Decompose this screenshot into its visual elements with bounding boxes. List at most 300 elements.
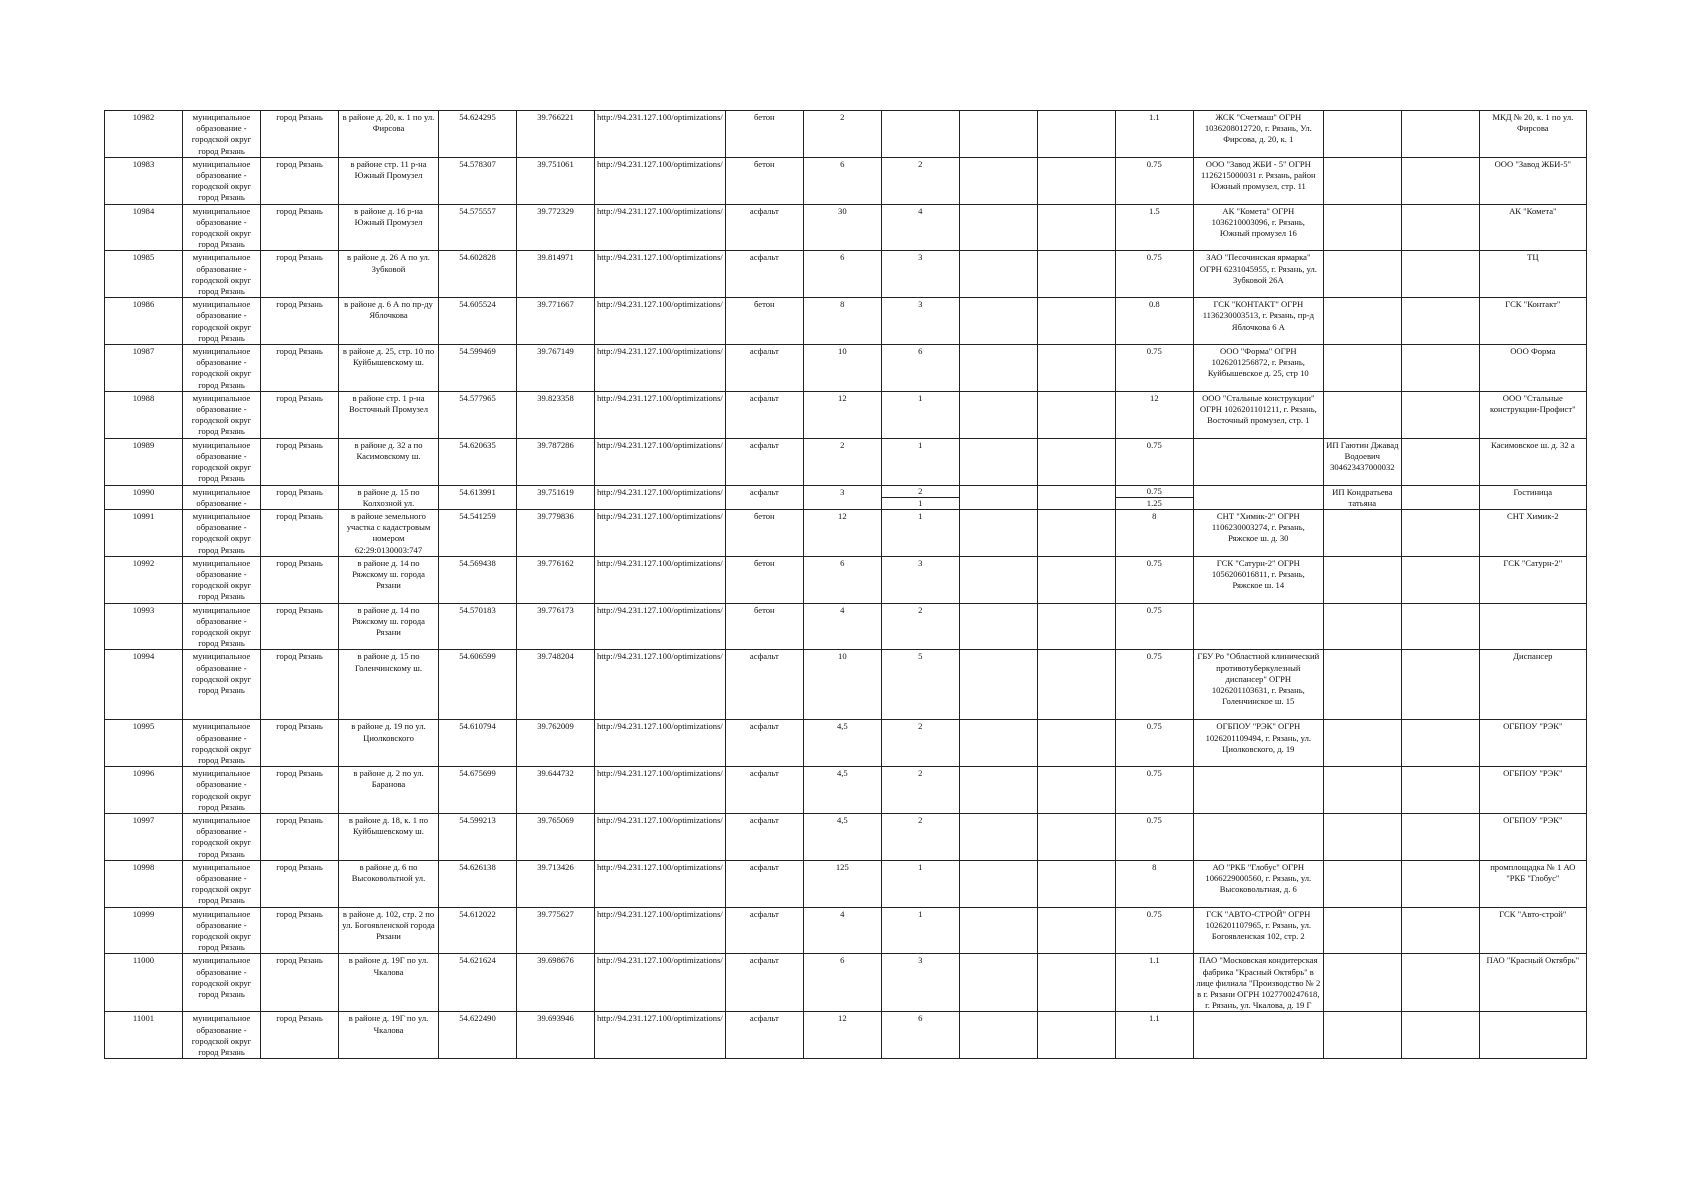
- cell-owner: ГСК "КОНТАКТ" ОГРН 1136230003513, г. Рязань, пр-д Яблочкова 6 А: [1193, 298, 1323, 345]
- cell-column-16: [1401, 298, 1479, 345]
- cell-city: город Рязань: [261, 1012, 339, 1059]
- cell-entrepreneur: [1323, 111, 1401, 158]
- cell-address: в районе земельного участка с кадастровым номером 62:29:0130003:747: [339, 509, 439, 556]
- cell-map-link: http://94.231.127.100/optimizations/: [595, 650, 726, 720]
- cell-container-count: 3: [881, 298, 959, 345]
- cell-record-id: 10996: [105, 767, 183, 814]
- cell-column-11: [959, 111, 1037, 158]
- cell-address: в районе д. 25, стр. 10 по Куйбышевскому ш.: [339, 345, 439, 392]
- cell-waste-source: ООО "Завод ЖБИ-5": [1479, 157, 1586, 204]
- cell-surface: асфальт: [725, 345, 803, 392]
- cell-column-12: [1037, 767, 1115, 814]
- cell-entrepreneur: [1323, 603, 1401, 650]
- cell-area: 12: [803, 1012, 881, 1059]
- cell-entrepreneur: ИП Кондратьева татьяна: [1323, 485, 1401, 509]
- cell-record-id: 10994: [105, 650, 183, 720]
- cell-container-volume: 0.75: [1115, 720, 1193, 767]
- cell-surface: асфальт: [725, 813, 803, 860]
- cell-column-16: [1401, 438, 1479, 485]
- cell-latitude: 54.675699: [439, 767, 517, 814]
- cell-container-volume: 1.1: [1115, 111, 1193, 158]
- cell-column-12: [1037, 603, 1115, 650]
- cell-container-count: 2: [881, 603, 959, 650]
- cell-column-12: [1037, 954, 1115, 1012]
- cell-entrepreneur: [1323, 813, 1401, 860]
- cell-surface: асфальт: [725, 767, 803, 814]
- cell-column-16: [1401, 111, 1479, 158]
- cell-column-12: [1037, 111, 1115, 158]
- cell-record-id: 10983: [105, 157, 183, 204]
- cell-column-12: [1037, 157, 1115, 204]
- cell-surface: бетон: [725, 111, 803, 158]
- cell-entrepreneur: [1323, 251, 1401, 298]
- cell-column-12: [1037, 298, 1115, 345]
- cell-city: город Рязань: [261, 345, 339, 392]
- cell-municipality: муниципальное образование -: [183, 485, 261, 509]
- cell-municipality: муниципальное образование - городской округ город Рязань: [183, 1012, 261, 1059]
- cell-container-count: 1: [881, 438, 959, 485]
- cell-address: в районе д. 16 р-на Южный Промузел: [339, 204, 439, 251]
- cell-latitude: 54.620635: [439, 438, 517, 485]
- cell-address: в районе д. 15 по Голенчинскому ш.: [339, 650, 439, 720]
- cell-area: 10: [803, 345, 881, 392]
- cell-longitude: 39.748204: [517, 650, 595, 720]
- cell-city: город Рязань: [261, 907, 339, 954]
- cell-city: город Рязань: [261, 157, 339, 204]
- cell-address: в районе д. 19Г по ул. Чкалова: [339, 954, 439, 1012]
- cell-waste-source: АК "Комета": [1479, 204, 1586, 251]
- cell-map-link: http://94.231.127.100/optimizations/: [595, 345, 726, 392]
- cell-latitude: 54.577965: [439, 391, 517, 438]
- cell-municipality: муниципальное образование - городской округ город Рязань: [183, 813, 261, 860]
- cell-container-count: 4: [881, 204, 959, 251]
- cell-address: в районе д. 18, к. 1 по Куйбышевскому ш.: [339, 813, 439, 860]
- cell-longitude: 39.751061: [517, 157, 595, 204]
- cell-column-16: [1401, 907, 1479, 954]
- cell-waste-source: СНТ Химик-2: [1479, 509, 1586, 556]
- cell-owner: [1193, 603, 1323, 650]
- cell-record-id: 10995: [105, 720, 183, 767]
- cell-longitude: 39.772329: [517, 204, 595, 251]
- cell-column-12: [1037, 813, 1115, 860]
- cell-map-link: http://94.231.127.100/optimizations/: [595, 720, 726, 767]
- cell-city: город Рязань: [261, 767, 339, 814]
- cell-column-12: [1037, 907, 1115, 954]
- cell-longitude: 39.644732: [517, 767, 595, 814]
- cell-entrepreneur: [1323, 907, 1401, 954]
- cell-address: в районе д. 19 по ул. Циолковского: [339, 720, 439, 767]
- cell-map-link: http://94.231.127.100/optimizations/: [595, 391, 726, 438]
- cell-latitude: 54.541259: [439, 509, 517, 556]
- cell-address: в районе д. 26 А по ул. Зубковой: [339, 251, 439, 298]
- cell-owner: ГБУ Ро "Областной клинический противотуберкулезный диспансер" ОГРН 1026201103631, г. Рязань, Голенчинское ш. 15: [1193, 650, 1323, 720]
- cell-area: 2: [803, 111, 881, 158]
- cell-column-16: [1401, 204, 1479, 251]
- cell-record-id: 10991: [105, 509, 183, 556]
- cell-waste-source: ГСК "Контакт": [1479, 298, 1586, 345]
- cell-container-count-part: 1: [918, 497, 923, 508]
- registry-table: [104, 110, 1587, 1059]
- table-row: [105, 298, 1587, 345]
- cell-map-link: http://94.231.127.100/optimizations/: [595, 1012, 726, 1059]
- cell-waste-source: ООО Форма: [1479, 345, 1586, 392]
- cell-column-16: [1401, 720, 1479, 767]
- cell-container-count: 5: [881, 650, 959, 720]
- cell-owner: [1193, 485, 1323, 509]
- cell-container-count: 2: [881, 767, 959, 814]
- cell-longitude: 39.776162: [517, 556, 595, 603]
- cell-entrepreneur: [1323, 509, 1401, 556]
- cell-column-12: [1037, 650, 1115, 720]
- table-row: [105, 251, 1587, 298]
- cell-municipality: муниципальное образование - городской округ город Рязань: [183, 111, 261, 158]
- cell-city: город Рязань: [261, 603, 339, 650]
- table-row: [105, 813, 1587, 860]
- cell-latitude: 54.622490: [439, 1012, 517, 1059]
- cell-record-id: 10984: [105, 204, 183, 251]
- cell-municipality: муниципальное образование - городской округ город Рязань: [183, 767, 261, 814]
- cell-area: 30: [803, 204, 881, 251]
- cell-area: 12: [803, 391, 881, 438]
- cell-container-volume: 0.75: [1115, 438, 1193, 485]
- cell-city: город Рязань: [261, 298, 339, 345]
- cell-map-link: http://94.231.127.100/optimizations/: [595, 603, 726, 650]
- cell-column-16: [1401, 650, 1479, 720]
- cell-area: 6: [803, 954, 881, 1012]
- cell-address: в районе д. 14 по Ряжскому ш. города Рязани: [339, 603, 439, 650]
- cell-waste-source: МКД № 20, к. 1 по ул. Фирсова: [1479, 111, 1586, 158]
- cell-owner: ООО "Стальные конструкции" ОГРН 1026201101211, г. Рязань, Восточный промузел, стр. 1: [1193, 391, 1323, 438]
- cell-latitude: 54.621624: [439, 954, 517, 1012]
- cell-column-16: [1401, 509, 1479, 556]
- cell-surface: асфальт: [725, 860, 803, 907]
- cell-area: 4,5: [803, 720, 881, 767]
- cell-column-11: [959, 860, 1037, 907]
- cell-waste-source: ОГБПОУ "РЭК": [1479, 813, 1586, 860]
- cell-map-link: http://94.231.127.100/optimizations/: [595, 485, 726, 509]
- cell-latitude: 54.610794: [439, 720, 517, 767]
- cell-municipality: муниципальное образование - городской округ город Рязань: [183, 556, 261, 603]
- cell-city: город Рязань: [261, 391, 339, 438]
- cell-column-12: [1037, 391, 1115, 438]
- cell-city: город Рязань: [261, 204, 339, 251]
- cell-longitude: 39.751619: [517, 485, 595, 509]
- cell-container-volume-part: 0.75: [1116, 486, 1193, 498]
- cell-column-11: [959, 251, 1037, 298]
- cell-container-count: 6: [881, 345, 959, 392]
- cell-container-volume: 1.5: [1115, 204, 1193, 251]
- cell-column-12: [1037, 251, 1115, 298]
- table-row: [105, 556, 1587, 603]
- cell-latitude: 54.605524: [439, 298, 517, 345]
- cell-surface: асфальт: [725, 1012, 803, 1059]
- cell-map-link: http://94.231.127.100/optimizations/: [595, 111, 726, 158]
- table-row: [105, 111, 1587, 158]
- cell-column-12: [1037, 1012, 1115, 1059]
- cell-latitude: 54.599469: [439, 345, 517, 392]
- cell-owner: ЖСК "Счетмаш" ОГРН 1036208012720, г. Рязань, Ул. Фирсова, д. 20, к. 1: [1193, 111, 1323, 158]
- cell-owner: [1193, 813, 1323, 860]
- cell-record-id: 10982: [105, 111, 183, 158]
- cell-column-11: [959, 157, 1037, 204]
- table-row: [105, 345, 1587, 392]
- cell-record-id: 10992: [105, 556, 183, 603]
- cell-surface: асфальт: [725, 391, 803, 438]
- cell-column-11: [959, 298, 1037, 345]
- cell-latitude: 54.612022: [439, 907, 517, 954]
- cell-surface: бетон: [725, 157, 803, 204]
- cell-owner: ПАО "Московская кондитерская фабрика "Красный Октябрь" в лице филиала "Производство № 2 в г. Рязани ОГРН 1027700247618, г. Рязань, ул. Чкалова, д. 19 Г: [1193, 954, 1323, 1012]
- cell-map-link: http://94.231.127.100/optimizations/: [595, 298, 726, 345]
- cell-entrepreneur: [1323, 556, 1401, 603]
- cell-container-volume-part: 1.25: [1146, 497, 1162, 508]
- cell-longitude: 39.787286: [517, 438, 595, 485]
- cell-column-12: [1037, 345, 1115, 392]
- cell-area: 6: [803, 556, 881, 603]
- cell-area: 2: [803, 438, 881, 485]
- cell-container-count: 2: [881, 720, 959, 767]
- cell-entrepreneur: [1323, 767, 1401, 814]
- cell-address: в районе д. 2 по ул. Баранова: [339, 767, 439, 814]
- cell-address: в районе д. 14 по Ряжскому ш. города Рязани: [339, 556, 439, 603]
- cell-entrepreneur: [1323, 157, 1401, 204]
- cell-column-11: [959, 813, 1037, 860]
- cell-surface: асфальт: [725, 485, 803, 509]
- cell-waste-source: [1479, 603, 1586, 650]
- table-row: [105, 1012, 1587, 1059]
- cell-municipality: муниципальное образование - городской округ город Рязань: [183, 157, 261, 204]
- cell-column-12: [1037, 438, 1115, 485]
- cell-city: город Рязань: [261, 556, 339, 603]
- table-row: [105, 204, 1587, 251]
- cell-record-id: 10985: [105, 251, 183, 298]
- cell-map-link: http://94.231.127.100/optimizations/: [595, 157, 726, 204]
- table-row: [105, 650, 1587, 720]
- cell-record-id: 10993: [105, 603, 183, 650]
- cell-container-volume: 0.75: [1115, 603, 1193, 650]
- cell-column-11: [959, 720, 1037, 767]
- cell-waste-source: [1479, 1012, 1586, 1059]
- cell-waste-source: ОГБПОУ "РЭК": [1479, 720, 1586, 767]
- cell-owner: ЗАО "Песочинская ярмарка" ОГРН 6231045955, г. Рязань, ул. Зубковой 26А: [1193, 251, 1323, 298]
- cell-column-12: [1037, 720, 1115, 767]
- table-row: [105, 720, 1587, 767]
- cell-column-16: [1401, 157, 1479, 204]
- cell-municipality: муниципальное образование - городской округ город Рязань: [183, 204, 261, 251]
- cell-area: 12: [803, 509, 881, 556]
- cell-area: 4: [803, 603, 881, 650]
- cell-address: в районе д. 20, к. 1 по ул. Фирсова: [339, 111, 439, 158]
- cell-container-volume: 0.75: [1115, 345, 1193, 392]
- cell-latitude: 54.602828: [439, 251, 517, 298]
- cell-longitude: 39.765069: [517, 813, 595, 860]
- cell-entrepreneur: [1323, 298, 1401, 345]
- cell-city: город Рязань: [261, 813, 339, 860]
- cell-surface: асфальт: [725, 907, 803, 954]
- cell-municipality: муниципальное образование - городской округ город Рязань: [183, 907, 261, 954]
- cell-column-16: [1401, 767, 1479, 814]
- cell-municipality: муниципальное образование - городской округ город Рязань: [183, 509, 261, 556]
- cell-city: город Рязань: [261, 650, 339, 720]
- cell-latitude: 54.575557: [439, 204, 517, 251]
- cell-owner: [1193, 767, 1323, 814]
- table-row: [105, 860, 1587, 907]
- cell-column-12: [1037, 204, 1115, 251]
- cell-record-id: 11000: [105, 954, 183, 1012]
- cell-surface: бетон: [725, 298, 803, 345]
- cell-entrepreneur: [1323, 1012, 1401, 1059]
- cell-longitude: 39.775627: [517, 907, 595, 954]
- cell-container-count: 1: [881, 509, 959, 556]
- cell-container-count: 1: [881, 860, 959, 907]
- cell-map-link: http://94.231.127.100/optimizations/: [595, 509, 726, 556]
- cell-municipality: муниципальное образование - городской округ город Рязань: [183, 720, 261, 767]
- cell-longitude: 39.814971: [517, 251, 595, 298]
- cell-latitude: 54.606599: [439, 650, 517, 720]
- cell-column-16: [1401, 485, 1479, 509]
- cell-address: в районе д. 102, стр. 2 по ул. Богоявленской города Рязани: [339, 907, 439, 954]
- cell-municipality: муниципальное образование - городской округ город Рязань: [183, 391, 261, 438]
- cell-container-count: 3: [881, 954, 959, 1012]
- cell-container-volume: 0.75: [1115, 767, 1193, 814]
- cell-container-volume: [1115, 485, 1193, 509]
- cell-container-volume: 1.1: [1115, 1012, 1193, 1059]
- cell-entrepreneur: [1323, 720, 1401, 767]
- cell-column-16: [1401, 813, 1479, 860]
- table-row: [105, 954, 1587, 1012]
- cell-record-id: 10998: [105, 860, 183, 907]
- cell-surface: асфальт: [725, 204, 803, 251]
- cell-column-12: [1037, 860, 1115, 907]
- cell-column-11: [959, 438, 1037, 485]
- cell-container-volume: 0.75: [1115, 157, 1193, 204]
- cell-area: 6: [803, 251, 881, 298]
- cell-city: город Рязань: [261, 485, 339, 509]
- cell-entrepreneur: [1323, 954, 1401, 1012]
- cell-area: 4: [803, 907, 881, 954]
- cell-municipality: муниципальное образование - городской округ город Рязань: [183, 298, 261, 345]
- cell-waste-source: промплощадка № 1 АО "РКБ "Глобус": [1479, 860, 1586, 907]
- cell-record-id: 10986: [105, 298, 183, 345]
- cell-container-count: 3: [881, 251, 959, 298]
- cell-container-count: 3: [881, 556, 959, 603]
- cell-container-volume: 0.75: [1115, 650, 1193, 720]
- cell-area: 4,5: [803, 767, 881, 814]
- cell-waste-source: ТЦ: [1479, 251, 1586, 298]
- cell-longitude: 39.766221: [517, 111, 595, 158]
- cell-owner: ГСК "Сатурн-2" ОГРН 1056206016811, г. Рязань, Ряжское ш. 14: [1193, 556, 1323, 603]
- cell-entrepreneur: [1323, 204, 1401, 251]
- cell-column-16: [1401, 603, 1479, 650]
- cell-entrepreneur: [1323, 391, 1401, 438]
- cell-area: 6: [803, 157, 881, 204]
- table-row: [105, 767, 1587, 814]
- cell-column-12: [1037, 556, 1115, 603]
- table-row: [105, 485, 1587, 509]
- cell-container-count: 2: [881, 813, 959, 860]
- cell-column-16: [1401, 954, 1479, 1012]
- cell-latitude: 54.599213: [439, 813, 517, 860]
- cell-map-link: http://94.231.127.100/optimizations/: [595, 860, 726, 907]
- cell-surface: асфальт: [725, 438, 803, 485]
- cell-owner: ОГБПОУ "РЭК" ОГРН 1026201109494, г. Рязань, ул. Циолковского, д. 19: [1193, 720, 1323, 767]
- table-row: [105, 391, 1587, 438]
- cell-latitude: 54.626138: [439, 860, 517, 907]
- cell-entrepreneur: [1323, 345, 1401, 392]
- cell-column-16: [1401, 556, 1479, 603]
- cell-waste-source: ГСК "Авто-строй": [1479, 907, 1586, 954]
- cell-waste-source: ПАО "Красный Октябрь": [1479, 954, 1586, 1012]
- cell-entrepreneur: ИП Гаютин Джавад Водоевич 304623437000032: [1323, 438, 1401, 485]
- cell-column-11: [959, 767, 1037, 814]
- cell-waste-source: Касимовское ш. д. 32 а: [1479, 438, 1586, 485]
- cell-municipality: муниципальное образование - городской округ город Рязань: [183, 251, 261, 298]
- cell-column-12: [1037, 485, 1115, 509]
- cell-container-volume: 1.1: [1115, 954, 1193, 1012]
- cell-column-11: [959, 204, 1037, 251]
- cell-container-count-part: 2: [882, 486, 959, 498]
- cell-municipality: муниципальное образование - городской округ город Рязань: [183, 438, 261, 485]
- cell-address: в районе д. 32 а по Касимовскому ш.: [339, 438, 439, 485]
- cell-address: в районе д. 6 А по пр-ду Яблочкова: [339, 298, 439, 345]
- cell-waste-source: Гостиница: [1479, 485, 1586, 509]
- cell-address: в районе д. 6 по Высоковольтной ул.: [339, 860, 439, 907]
- cell-column-11: [959, 603, 1037, 650]
- cell-area: 8: [803, 298, 881, 345]
- table-row: [105, 438, 1587, 485]
- cell-column-16: [1401, 391, 1479, 438]
- cell-waste-source: Диспансер: [1479, 650, 1586, 720]
- cell-latitude: 54.578307: [439, 157, 517, 204]
- cell-container-volume: 8: [1115, 860, 1193, 907]
- cell-map-link: http://94.231.127.100/optimizations/: [595, 767, 726, 814]
- cell-owner: АК "Комета" ОГРН 1036210003096, г. Рязань, Южный промузел 16: [1193, 204, 1323, 251]
- cell-city: город Рязань: [261, 720, 339, 767]
- cell-address: в районе д. 15 по Колхозной ул.: [339, 485, 439, 509]
- cell-map-link: http://94.231.127.100/optimizations/: [595, 438, 726, 485]
- cell-owner: АО "РКБ "Глобус" ОГРН 1066229000560, г. Рязань, ул. Высоковольтная, д. 6: [1193, 860, 1323, 907]
- cell-entrepreneur: [1323, 860, 1401, 907]
- cell-column-11: [959, 391, 1037, 438]
- cell-longitude: 39.693946: [517, 1012, 595, 1059]
- cell-latitude: 54.569438: [439, 556, 517, 603]
- cell-surface: асфальт: [725, 954, 803, 1012]
- cell-column-11: [959, 556, 1037, 603]
- cell-surface: бетон: [725, 556, 803, 603]
- cell-container-count: 1: [881, 391, 959, 438]
- cell-map-link: http://94.231.127.100/optimizations/: [595, 954, 726, 1012]
- cell-container-count: [881, 485, 959, 509]
- cell-latitude: 54.613991: [439, 485, 517, 509]
- cell-map-link: http://94.231.127.100/optimizations/: [595, 907, 726, 954]
- cell-map-link: http://94.231.127.100/optimizations/: [595, 204, 726, 251]
- cell-column-11: [959, 509, 1037, 556]
- cell-city: город Рязань: [261, 111, 339, 158]
- cell-container-volume: 0.75: [1115, 907, 1193, 954]
- cell-column-11: [959, 907, 1037, 954]
- cell-container-count: 6: [881, 1012, 959, 1059]
- cell-map-link: http://94.231.127.100/optimizations/: [595, 251, 726, 298]
- cell-record-id: 10997: [105, 813, 183, 860]
- table-row: [105, 509, 1587, 556]
- cell-container-volume: 0.75: [1115, 251, 1193, 298]
- cell-waste-source: ОГБПОУ "РЭК": [1479, 767, 1586, 814]
- cell-column-11: [959, 345, 1037, 392]
- cell-column-16: [1401, 1012, 1479, 1059]
- cell-record-id: 10989: [105, 438, 183, 485]
- cell-area: 125: [803, 860, 881, 907]
- cell-entrepreneur: [1323, 650, 1401, 720]
